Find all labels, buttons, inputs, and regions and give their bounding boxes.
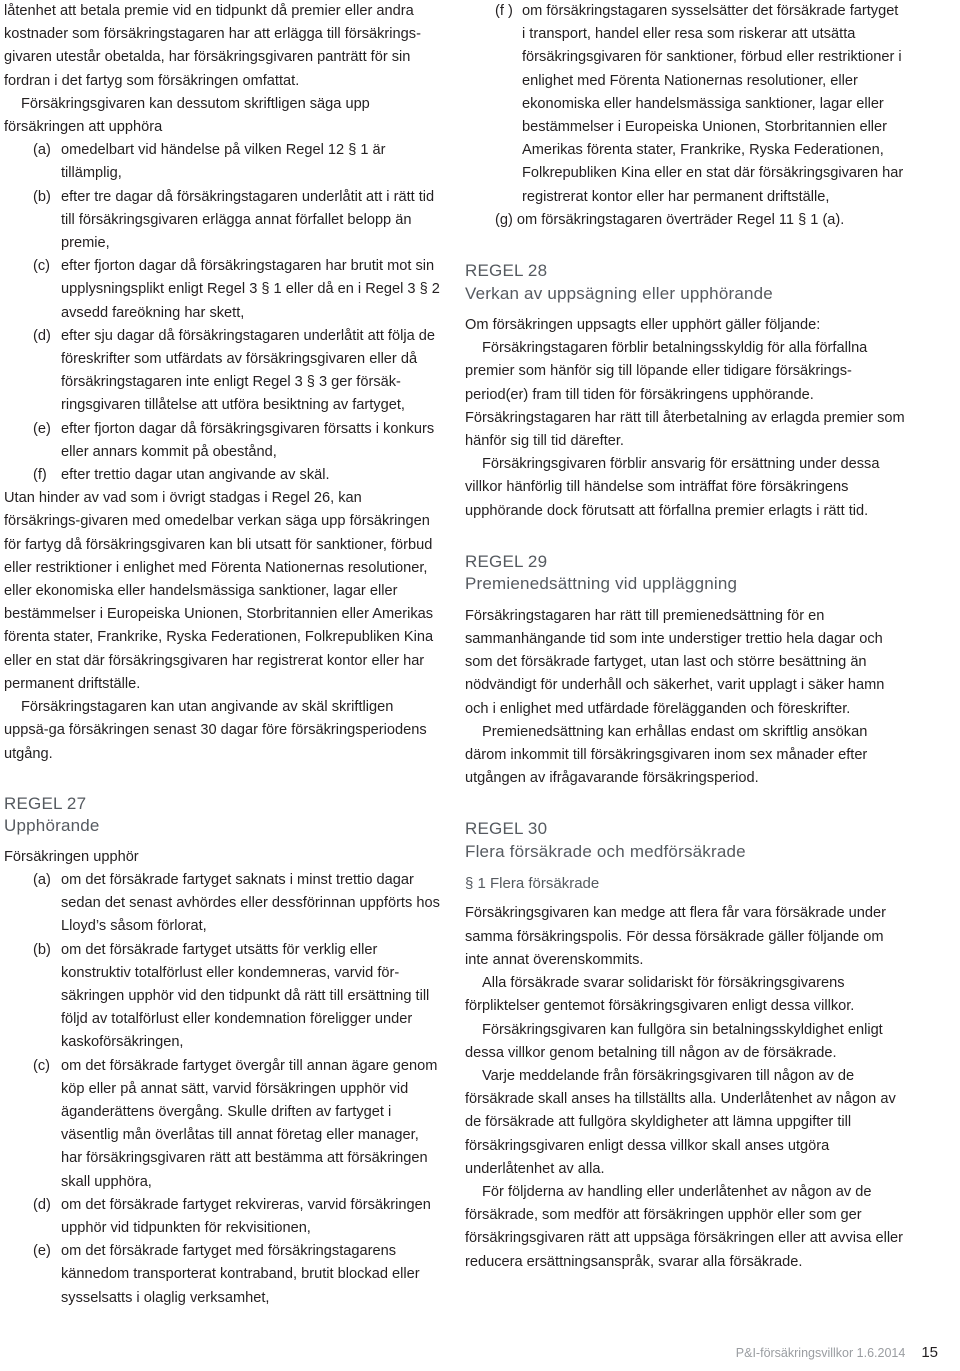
list-item-text: om det försäkrade fartyget övergår till annan ägare genom köp eller på annat sätt, varvid försäkringen upphör vid äganderättens övergång. Skulle driften av fartyget i väsentlig mån överlåtas till annat företag eller manager, har försäkringsgivaren rätt att bestämma att försäkringen skall upphöra, bbox=[61, 1057, 438, 1190]
list-item bbox=[4, 1194, 442, 1240]
paragraph: Försäkringsgivaren kan fullgöra sin betalningsskyldighet enligt dessa villkor genom betalning till någon av de försäkrade. bbox=[465, 1021, 883, 1061]
list-item-label: (f) bbox=[33, 467, 47, 484]
list-item bbox=[4, 139, 442, 185]
list-item-text: efter tre dagar då försäkringstagaren underlåtit att i rätt tid till försäkringsgivaren erlägga annat förfallet belopp än premie, bbox=[61, 188, 435, 252]
list-item-label: (e) bbox=[33, 420, 51, 437]
list-item bbox=[4, 186, 442, 256]
paragraph: Försäkringsgivaren förblir ansvarig för ersättning under dessa villkor hänförlig till händelse som inträffat före försäkringens upphörande dock förutsatt att förfallna premier erlagts i rätt tid. bbox=[465, 456, 880, 519]
list-item bbox=[4, 869, 442, 939]
tagaren-uppsagning-paragraph: Försäkringstagaren kan utan angivande av skäl skriftligen uppsä-ga försäkringen senast 30 dagar före försäkringsperiodens utgång. bbox=[4, 699, 427, 762]
list-item-label: (a) bbox=[33, 871, 51, 888]
section-subheading: § 1 Flera försäkrade bbox=[465, 875, 600, 893]
list-item-text: efter trettio dagar utan angivande av skäl. bbox=[61, 467, 330, 484]
list-item bbox=[4, 464, 442, 487]
paragraph: Försäkringstagaren har rätt till återbetalning av erlagda premier som hänför sig till tid därefter. bbox=[465, 409, 905, 450]
regel27-heading bbox=[4, 793, 442, 838]
list-item bbox=[4, 939, 442, 1055]
list-item-text: efter sju dagar då försäkringstagaren underlåtit att följa de föreskrifter som utfärdats av försäkringsgivaren eller då försäkringstagaren inte enligt Regel 3 § 3 ger försäk-ringsgivaren tillåtelse att utföra besiktning av fartyget, bbox=[61, 327, 435, 414]
list-item-label: (c) bbox=[33, 1057, 51, 1074]
list-item bbox=[4, 325, 442, 418]
list-item-text: omedelbart vid händelse på vilken Regel 12 § 1 är tillämplig, bbox=[61, 142, 386, 182]
list-item: (g) om försäkringstagaren överträder Regel 11 § 1 (a). bbox=[495, 211, 845, 228]
paragraph: Försäkringsgivaren kan medge att flera får vara försäkrade under samma försäkringspolis. För dessa försäkrade gäller följande om inte annat överenskommits. bbox=[465, 905, 886, 968]
list-item-label: (e) bbox=[33, 1243, 51, 1260]
list-item-label: (d) bbox=[33, 1196, 51, 1213]
regel29-heading bbox=[465, 551, 905, 596]
list-item-text: om det försäkrade fartyget saknats i minst trettio dagar sedan det senast avhördes eller dessförinnan uppförts hos Lloyd’s såsom förlorat, bbox=[61, 871, 440, 935]
intro-paragraph: låtenhet att betala premie vid en tidpunkt då premier eller andra kostnader som försäkringstagaren har att erlägga till försäkrings-givaren utestår obetalda, har försäkringsgivaren panträtt för sin fordran i det fartyg som försäkringen omfattat. bbox=[4, 3, 421, 89]
list-item-label: (a) bbox=[33, 142, 51, 159]
regel-title: Verkan av uppsägning eller upphörande bbox=[465, 283, 773, 303]
paragraph: Om försäkringen uppsagts eller upphört gäller följande: bbox=[465, 317, 821, 334]
regel-number: REGEL 28 bbox=[465, 261, 548, 281]
list-item-text: om det försäkrade fartyget utsätts för verklig eller konstruktiv totalförlust eller kondemneras, varvid för-säkringen upphör vid den tidpunkt då rätt till ersättning till följd av totalförlust eller kondemnation föreligger under kaskoförsäkringen, bbox=[61, 941, 430, 1051]
paragraph: Försäkringstagaren har rätt till premienedsättning för en sammanhängande tid som inte understiger trettio hela dagar och som det försäkrade fartyget, utan last och större besättning än nödvändigt för underhåll och säkerhet, varit upplagt i säker hamn och i enlighet med utfärdade förelägganden och föreskrifter. bbox=[465, 607, 885, 717]
upphor-list bbox=[4, 869, 442, 1310]
list-item-text: efter fjorton dagar då försäkringstagaren har brutit mot sin upplysningsplikt enligt Regel 3 § 1 eller då en i Regel 3 § 2 avsedd fareökning har skett, bbox=[61, 258, 440, 321]
list-item-label: (d) bbox=[33, 327, 51, 344]
list-item bbox=[4, 418, 442, 464]
list-item-label: (c) bbox=[33, 258, 51, 275]
left-column bbox=[4, 0, 442, 1310]
list-item bbox=[4, 255, 442, 325]
list-item bbox=[4, 1240, 442, 1310]
regel-number: REGEL 30 bbox=[465, 819, 548, 839]
regel-title: Premienedsättning vid uppläggning bbox=[465, 574, 738, 594]
list-item-text: om det försäkrade fartyget med försäkringstagarens kännedom transporterat kontraband, brutit blockad eller sysselsatts i olaglig verksamhet, bbox=[61, 1243, 420, 1306]
right-column bbox=[465, 0, 905, 1274]
regel-title: Upphörande bbox=[4, 816, 100, 836]
paragraph: Premienedsättning kan erhållas endast om skriftlig ansökan därom inkommit till försäkringsgivaren inom sex månader efter utgången av ifrågavarande försäkringsperiod. bbox=[465, 723, 868, 787]
paragraph: Varje meddelande från försäkringsgivaren till någon av de försäkrade skall anses ha tillställts alla. Underlåtenhet av någon av de försäkrade att fullgöra skyldigheter att lämna uppgifter till försäkringsgivaren enligt dessa villkor skall anses utgöra underlåtenhet av alla. bbox=[465, 1067, 896, 1177]
list-item bbox=[465, 0, 905, 209]
footer-doc-title: P&I-försäkringsvillkor 1.6.2014 bbox=[735, 1345, 906, 1360]
regel-number: REGEL 27 bbox=[4, 793, 87, 813]
regel-title: Flera försäkrade och medförsäkrade bbox=[465, 841, 746, 861]
page-number: 15 bbox=[921, 1344, 938, 1361]
list-item-text: om det försäkrade fartyget rekvireras, varvid försäkringen upphör vid tidpunkten för rekvisitionen, bbox=[61, 1196, 431, 1236]
list-item-label: (b) bbox=[33, 188, 51, 205]
list-item-label: (b) bbox=[33, 941, 51, 958]
upphor-intro: Försäkringen upphör bbox=[4, 848, 139, 865]
paragraph: Försäkringstagaren förblir betalningsskyldig för alla förfallna premier som hänför sig till löpande eller tidigare försäkrings-period(er) fram till tiden för försäkringens upphörande. bbox=[465, 340, 868, 403]
list-item bbox=[4, 1055, 442, 1194]
list-item-text: efter fjorton dagar då försäkringsgivaren försatts i konkurs eller annars kommit på obestånd, bbox=[61, 420, 435, 460]
uppsagning-intro: Försäkringsgivaren kan dessutom skriftligen säga upp försäkringen att upphöra bbox=[4, 95, 370, 136]
regel30-heading bbox=[465, 818, 905, 863]
page-footer bbox=[736, 1344, 938, 1361]
paragraph: Alla försäkrade svarar solidariskt för försäkringsgivarens förpliktelser gentemot försäkringsgivaren enligt dessa villkor. bbox=[465, 975, 855, 1015]
list-item-text: om försäkringstagaren sysselsätter det försäkrade fartyget i transport, handel eller resa som riskerar att utsätta försäkringsgivaren för sanktioner, förbud eller restriktioner i enlighet med Förenta Nationernas resolutioner, eller ekonomiska eller handelsmässiga sanktioner, lagar eller bestämmelser i Europeiska Unionen, Storbritannien eller Amerikas förenta stater, Frankrike, Ryska Federationen, Folkrepubliken Kina eller en stat där försäkringsgivaren har registrerat kontor eller har permanent driftställe, bbox=[522, 3, 904, 205]
list-item-label: (f ) bbox=[495, 3, 513, 19]
uppsagning-list bbox=[4, 139, 442, 487]
regel-number: REGEL 29 bbox=[465, 551, 548, 571]
regel28-heading bbox=[465, 260, 905, 305]
paragraph: För följderna av handling eller underlåtenhet av någon av de försäkrade, som medför att försäkringen upphör eller som ger försäkringsgivaren rätt att uppsäga försäkringen eller att avvisa eller reducera ersättningsanspråk, svarar alla försäkrade. bbox=[465, 1183, 904, 1270]
utan-hinder-paragraph: Utan hinder av vad som i övrigt stadgas i Regel 26, kan försäkrings-givaren med omedelbar verkan säga upp försäkringen för fartyg då försäkringsgivaren kan bli utsatt för sanktioner, förbud eller restriktioner i enlighet med Förenta Nationernas resolutioner, eller ekonomiska eller handelsmässiga sanktioner, lagar eller bestämmelser i Europeiska Unionen, Storbritannien eller Amerikas förenta stater, Frankrike, Ryska Federationen, Folkrepubliken Kina eller en stat där försäkringsgivaren har registrerat kontor eller har permanent driftställe. bbox=[4, 490, 434, 692]
